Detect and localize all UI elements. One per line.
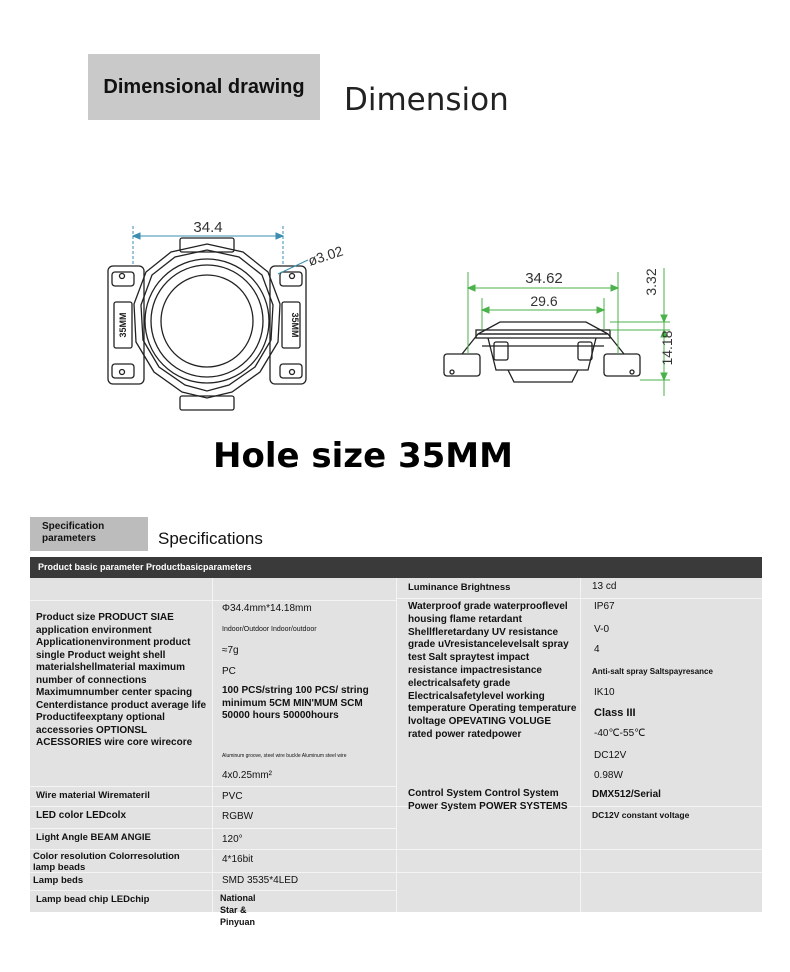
value-shell-material: PC <box>222 666 236 677</box>
label-control-system: Control System Control System Power System POWER SYSTEMS <box>408 788 568 812</box>
value-accessories: Aluminum groove, steel wire buckle Aluminum steel wire <box>222 753 347 759</box>
side-height-label: 14.18 <box>659 330 675 366</box>
value-light-angle: 120° <box>222 834 243 845</box>
value-luminance: 13 cd <box>592 581 617 592</box>
basic-parameter-bar: Product basic parameter Productbasicparameters <box>30 557 762 578</box>
label-led-chip: Lamp bead chip LEDchip <box>36 894 150 905</box>
value-product-size: Φ34.4mm*14.18mm <box>222 603 312 614</box>
label-light-angle: Light Angle BEAM ANGIE <box>36 832 151 843</box>
label-wire-material: Wire material Wiremateril <box>36 790 150 801</box>
left-label-block: Product size PRODUCT SIAE application environment Applicationenvironment product single Product weight shell materialshellmaterial maximum number of connections Maximumnumber center spacing Centerdistance product average life Productifeexptany optional accessories OPTIONSL ACESSORIES wire core wirecore <box>36 612 207 748</box>
right-label-block: Waterproof grade waterprooflevel housing flame retardant Shellfleretardany UV resistance grade uVresistancelevelsalt spray test Salt spraytest impact resistance impactresistance electricalsafety grade Electricalsafetylevel working temperature Operating temperature lvoltage OPEVATING VOLUGE rated power ratedpower <box>408 601 577 740</box>
spec-parameters-tag: Specification parameters <box>30 517 148 551</box>
hole-size-title: Hole size 35MM <box>213 436 513 476</box>
label-lamp-beads: Lamp beds <box>33 875 84 886</box>
specifications-title: Specifications <box>158 529 263 548</box>
value-control: DMX512/Serial <box>592 789 661 800</box>
side-view-drawing <box>438 258 688 408</box>
value-wire-core: 4x0.25mm² <box>222 770 273 781</box>
value-weight: ≈7g <box>222 645 239 656</box>
front-view-drawing <box>100 200 360 420</box>
front-width-label: 34.4 <box>193 219 223 236</box>
spec-table <box>30 578 762 927</box>
value-temperature: -40℃-55℃ <box>594 728 646 739</box>
value-led-color: RGBW <box>222 811 254 822</box>
value-power: 0.98W <box>594 770 623 781</box>
side-inner-label: 29.6 <box>530 293 558 309</box>
value-impact: IK10 <box>594 687 615 698</box>
value-safety: Class III <box>594 707 636 719</box>
value-color-resolution: 4*16bit <box>222 854 254 865</box>
value-waterproof: IP67 <box>594 601 615 612</box>
value-uv: 4 <box>594 644 600 655</box>
label-color-resolution: Color resolution Colorresolution lamp beads <box>33 851 180 873</box>
side-outer-label: 34.62 <box>525 270 563 287</box>
front-hole-label: ø3.02 <box>305 242 345 269</box>
front-mark-right: 35MM <box>290 312 300 338</box>
dimension-title: Dimension <box>344 82 509 118</box>
dimensional-drawing-tag: Dimensional drawing <box>88 54 320 120</box>
value-led-chip: National Star & Pinyuan <box>220 893 256 927</box>
label-led-color: LED color LEDcolx <box>36 810 127 821</box>
front-mark-left: 35MM <box>118 312 128 338</box>
value-flame: V-0 <box>594 624 610 635</box>
value-wire-material: PVC <box>222 791 243 802</box>
value-lamp-beads: SMD 3535*4LED <box>222 875 299 886</box>
value-environment: Indoor/Outdoor Indoor/outdoor <box>222 626 317 633</box>
value-voltage: DC12V <box>594 750 627 761</box>
value-power-system: DC12V constant voltage <box>592 810 690 820</box>
value-salt-spray: Anti-salt spray Saltspayresance <box>592 667 713 676</box>
side-top-label: 3.32 <box>643 268 659 296</box>
value-connections: 100 PCS/string 100 PCS/ string minimum 5CM MIN'MUM SCM 50000 hours 50000hours <box>222 685 369 721</box>
label-luminance: Luminance Brightness <box>408 582 511 593</box>
